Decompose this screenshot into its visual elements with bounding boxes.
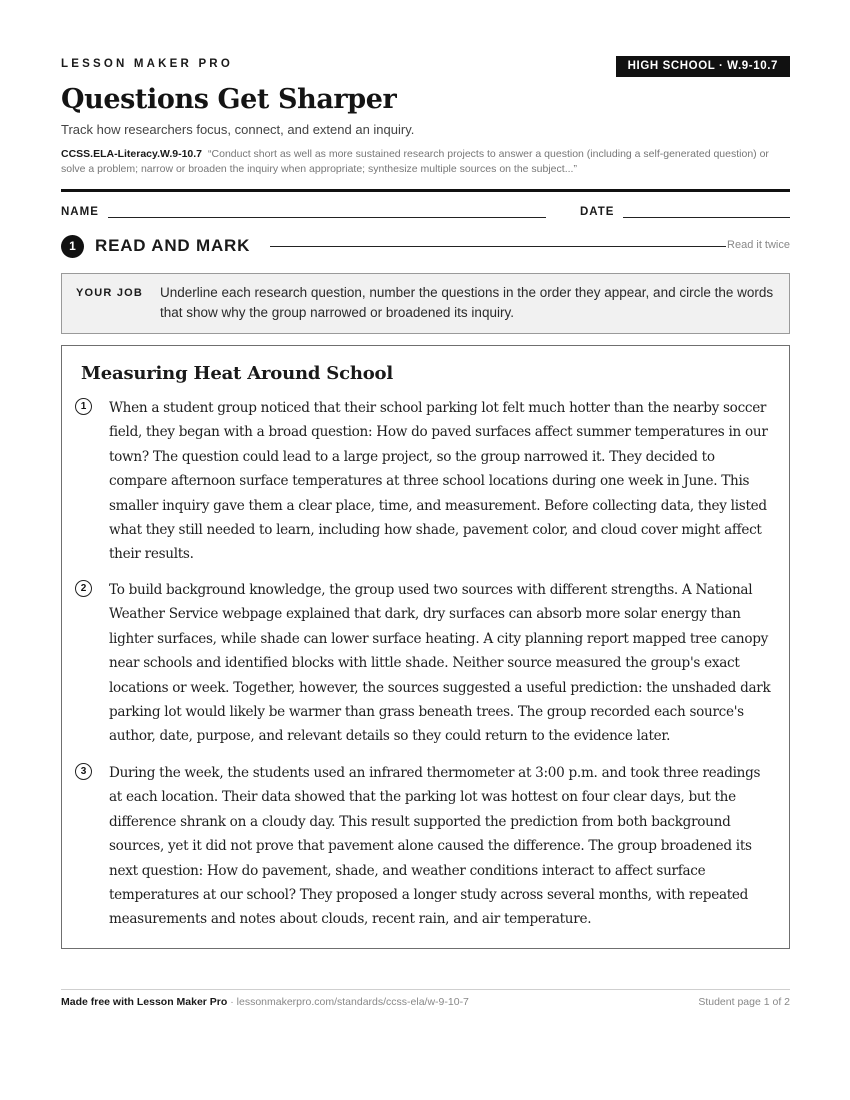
standard-text: “Conduct short as well as more sustained research projects to answer a question (including a self-generated question) or solve a problem; narrow or broaden the inquiry when appropriate; synthesize multiple sources on the subject...” [61, 148, 769, 175]
page-title: Questions Get Sharper [61, 84, 397, 115]
brand-logo: LESSON MAKER PRO [61, 58, 233, 70]
instructions-box [61, 273, 790, 334]
passage-title: Measuring Heat Around School [81, 363, 394, 384]
paragraph-number: 2 [75, 580, 92, 597]
footer-credit [61, 996, 469, 1008]
page-number: Student page 1 of 2 [698, 996, 790, 1008]
paragraph-text: To build background knowledge, the group used two sources with different strengths. A National Weather Service webpage explained that dark, dry surfaces can absorb more solar energy than lighter surfaces, while shade can lower surface heating. A city planning report mapped tree canopy near schools and identified blocks with little shade. Neither source measured the group's exact locations or week. Together, however, the sources suggested a useful prediction: the unshaded dark parking lot would likely be warmer than grass beneath trees. The group recorded each source's author, date, purpose, and relevant details so they could return to the evidence later. [109, 582, 771, 745]
footer-made-with: Made free with Lesson Maker Pro [61, 996, 228, 1008]
date-label: DATE [580, 206, 615, 218]
standard-code: CCSS.ELA-Literacy.W.9-10.7 [61, 148, 203, 160]
instructions-label: YOUR JOB [76, 287, 144, 299]
name-date-row [61, 205, 790, 221]
step-number-badge: 1 [61, 235, 84, 258]
page-footer [61, 996, 790, 1010]
section-title: READ AND MARK [95, 236, 251, 255]
footer-url-link[interactable]: · lessonmakerpro.com/standards/ccss-ela/w-9-10-7 [227, 996, 469, 1008]
standard-description [61, 147, 790, 177]
paragraph-text: When a student group noticed that their school parking lot felt much hotter than the nearby soccer field, they began with a broad question: How do paved surfaces affect summer temperatures in our town? The question could lead to a large project, so the group narrowed it. They decided to compare afternoon surface temperatures at three school locations during one week in June. This smaller inquiry gave them a clear place, time, and measurement. Before collecting data, they listed what they still needed to learn, including how shade, pavement color, and cloud cover might affect their results. [109, 400, 768, 563]
name-field[interactable] [108, 217, 546, 218]
name-label: NAME [61, 206, 99, 218]
paragraph-number: 3 [75, 763, 92, 780]
level-badge: HIGH SCHOOL · W.9-10.7 [616, 56, 790, 77]
section-note: Read it twice [727, 239, 790, 251]
header-divider [61, 189, 790, 192]
section-divider [270, 246, 726, 247]
reading-passage [61, 345, 790, 949]
paragraph-text: During the week, the students used an infrared thermometer at 3:00 p.m. and took three readings at each location. Their data showed that the parking lot was hottest on four clear days, but the difference shrank on a cloudy day. This result supported the prediction from both background sources, yet it did not prove that pavement alone caused the difference. The group broadened its next question: How do pavement, shade, and weather conditions interact to affect surface temperatures at our school? They proposed a longer study across several months, with repeated measurements and notes about clouds, recent rain, and air temperature. [109, 765, 761, 928]
page-subtitle: Track how researchers focus, connect, and extend an inquiry. [61, 122, 415, 137]
instructions-text: Underline each research question, number the questions in the order they appear, and circle the words that show why the group narrowed or broadened its inquiry. [160, 285, 774, 320]
header-row [61, 56, 790, 78]
date-field[interactable] [623, 217, 790, 218]
section-header [61, 235, 790, 259]
footer-divider [61, 989, 790, 990]
paragraph-number: 1 [75, 398, 92, 415]
